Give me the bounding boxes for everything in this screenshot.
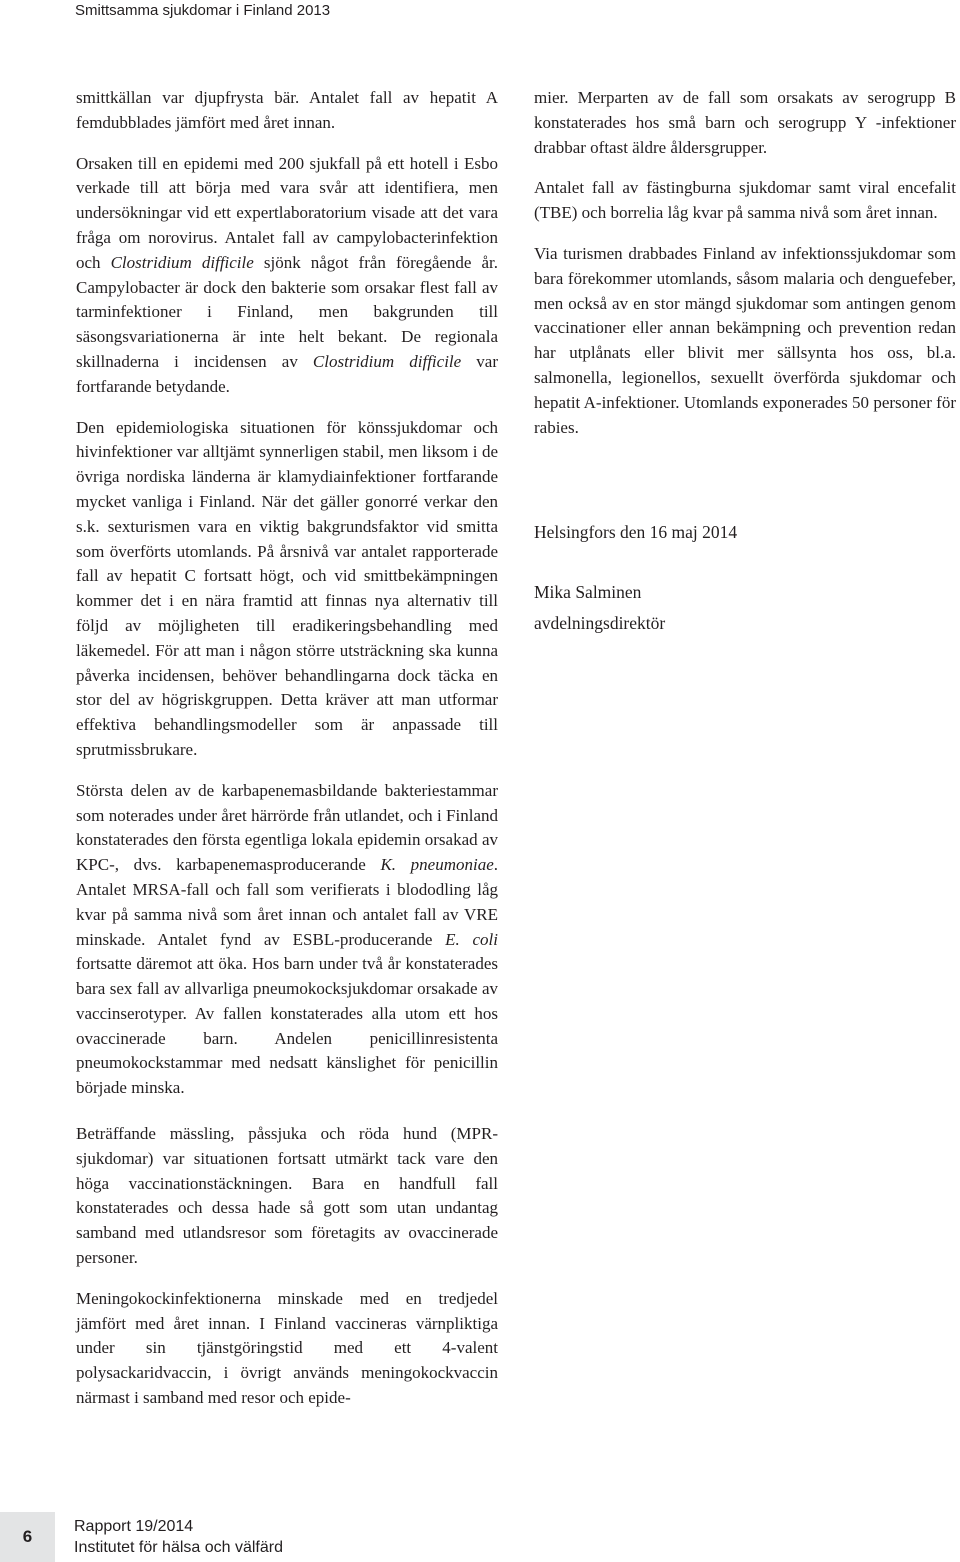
signature-place-date: Helsingfors den 16 maj 2014	[534, 522, 738, 543]
signer-title: avdelningsdirektör	[534, 613, 666, 634]
paragraph-meningococcal: Meningokockinfektionerna minskade med en tredjedel jämfört med året innan. I Finland vaccineras värnpliktiga under sin tjänstgöringstid med ett 4-valent polysackaridvaccin, i övrigt används meningokockvaccin närmast i samband med resor och epide-	[76, 1288, 498, 1408]
page-footer	[0, 1512, 960, 1562]
paragraph-serogroups: mier. Merparten av de fall som orsakats av serogrupp B konstaterades hos små barn och serogrupp Y -infektioner drabbar oftast äldre åldersgrupper.	[534, 88, 956, 157]
paragraph-std-hiv: Den epidemiologiska situationen för könssjukdomar och hivinfektioner var alltjämt synnerligen stabil, men liksom i de övriga nordiska länderna är klamydiainfektioner fortfarande mycket vanliga i Finland. När det gäller gonorré verkar den s.k. sexturismen vara en viktig bakgrundsfaktor vid smitta som överförts utomlands. På årsnivå var antalet rapporterade fall av hepatit C fortsatt högt, och vid smittbekämpningen kommer det i en nära framtid att finnas nya alternativ till följd av möjligheten till eradikeringsbehandling med läkemedel. För att man i någon större utsträckning ska kunna påverka incidensen, behöver behandlingarna dock täcka en stor del av högriskgruppen. Detta kräver att man utformar effektiva behandlingsmodeller som är anpassade till sprutmissbrukare.	[76, 417, 498, 759]
page-number: 6	[0, 1512, 55, 1562]
paragraph-hepatitis-a: smittkällan var djupfrysta bär. Antalet fall av hepatit A femdubblades jämfört med året innan.	[76, 88, 498, 132]
species-name: Clostridium difficile	[110, 252, 254, 272]
footer-publication	[74, 1516, 283, 1558]
species-name: K. pneumoniae	[380, 855, 494, 875]
institute-name: Institutet för hälsa och välfärd	[74, 1539, 283, 1556]
species-name: E. coli	[445, 929, 498, 949]
paragraph-antibiotic-resistance	[76, 779, 498, 1101]
paragraph-tourism-infections: Via turismen drabbades Finland av infektionssjukdomar som bara förekommer utomlands, såsom malaria och denguefeber, men också av en stor mängd sjukdomar som antingen genom vaccinationer eller annan bekämpning och prevention redan har utplånats eller blivit mer sällsynta hos oss, bl.a. salmonella, legionellos, sexuellt överförda sjukdomar och hepatit A-infektioner. Utomlands exponerades 50 personer för rabies.	[534, 243, 956, 437]
text-run: Orsaken till en epidemi med 200 sjukfall på ett hotell i Esbo verkade till att börja med vara svår att identifiera, men undersökningar vid ett expertlaboratorium visade att det vara fråga om norovirus. Antalet fall av campylobacterinfektion och	[76, 153, 498, 272]
paragraph-mpr: Beträffande mässling, påssjuka och röda hund (MPR-sjukdomar) var situationen fortsatt utmärkt tack vare den höga vaccinationstäckningen. Bara en handfull fall konstaterades och dessa hade så gott som utan undantag samband med utlandsresor som företagits av ovaccinerade personer.	[76, 1124, 498, 1268]
report-number: Rapport 19/2014	[74, 1518, 194, 1535]
left-column	[76, 86, 498, 1427]
text-run: sjönk något från föregående år. Campylobacter är dock den bakterie som orsakar flest fall av tarminfektioner i Finland, men bakgrunden till säsongsvariationerna är inte helt bekant. De regionala skillnaderna i incidensen av	[76, 252, 499, 371]
running-header: Smittsamma sjukdomar i Finland 2013	[75, 2, 331, 19]
signer-name: Mika Salminen	[534, 582, 642, 603]
paragraph-tbe-borrelia: Antalet fall av fästingburna sjukdomar samt viral encefalit (TBE) och borrelia låg kvar på samma nivå som året innan.	[534, 178, 956, 223]
text-run: var fortfarande betydande.	[76, 351, 498, 396]
text-run: Största delen av de karbapenemasbildande bakteriestammar som noterades under året härrörde från utlandet, och i Finland konstaterades den första egentliga lokala epidemin orsakad av KPC-, dvs. karbapenemasproducerande	[76, 780, 498, 875]
text-run: fortsatte däremot att öka. Hos barn under två år konstaterades bara sex fall av allvarliga pneumokocksjukdomar orsakade av vaccinserotyper. Av fallen konstaterades alla utom ett hos ovaccinerade barn. Andelen penicillinresistenta pneumokockstammar med nedsatt känslighet för penicillin började minska.	[76, 954, 498, 1098]
text-run: . Antalet MRSA-fall och fall som verifierats i blododling låg kvar på samma nivå som året innan och antalet fall av VRE minskade. Antalet fynd av ESBL-producerande	[76, 855, 499, 949]
paragraph-norovirus-campylobacter	[76, 152, 498, 400]
right-column	[534, 86, 956, 639]
species-name: Clostridium difficile	[312, 351, 462, 371]
